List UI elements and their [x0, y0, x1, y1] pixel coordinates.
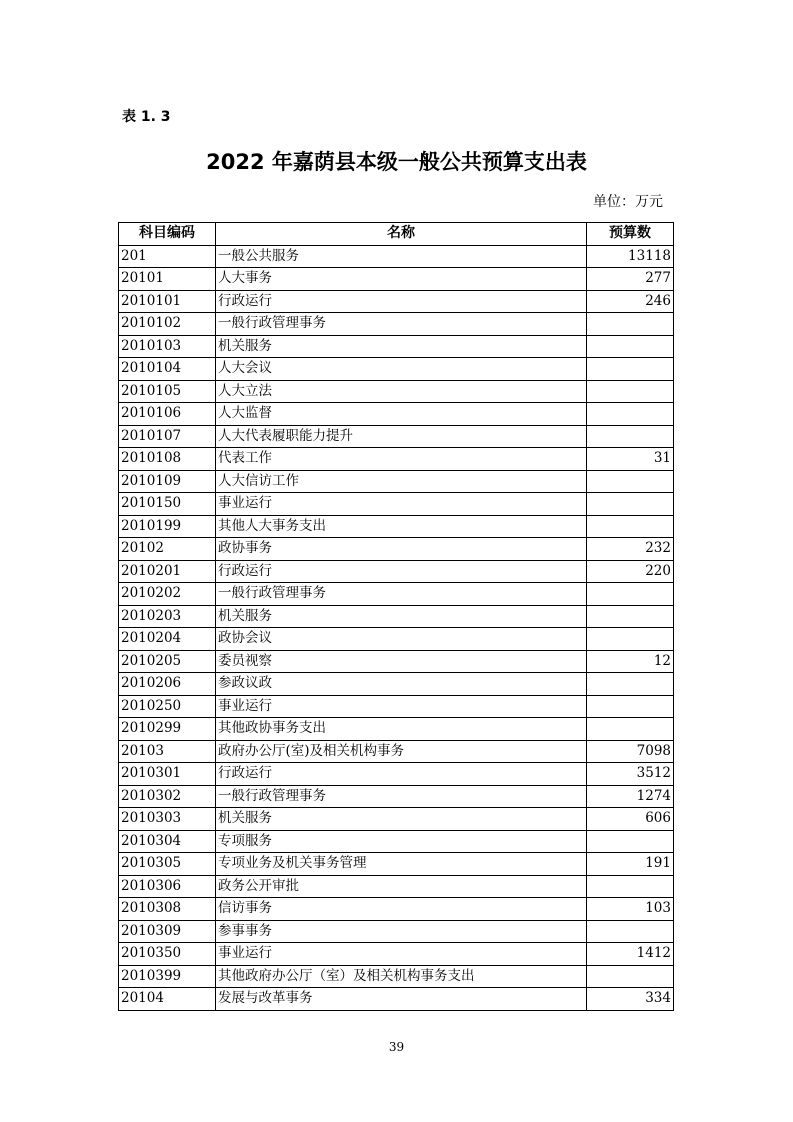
unit-label: 单位：万元: [593, 194, 663, 210]
code-cell: 2010206: [119, 673, 216, 696]
table-row: [119, 605, 674, 628]
table-row: [119, 493, 674, 516]
name-cell: 代表工作: [216, 448, 587, 471]
code-cell: 2010107: [119, 425, 216, 448]
name-cell: 机关服务: [216, 335, 587, 358]
table-row: [119, 943, 674, 966]
name-cell: 信访事务: [216, 898, 587, 921]
table-row: [119, 515, 674, 538]
code-cell: 2010350: [119, 943, 216, 966]
amount-cell: 31: [587, 448, 674, 471]
table-row: [119, 808, 674, 831]
header-name: 名称: [216, 223, 587, 246]
table-row: [119, 785, 674, 808]
code-cell: 2010302: [119, 785, 216, 808]
name-cell: 机关服务: [216, 808, 587, 831]
name-cell: 发展与改革事务: [216, 988, 587, 1011]
table-row: [119, 920, 674, 943]
amount-cell: [587, 875, 674, 898]
name-cell: 行政运行: [216, 290, 587, 313]
table-row: [119, 470, 674, 493]
code-cell: 2010101: [119, 290, 216, 313]
table-row: [119, 448, 674, 471]
name-cell: 事业运行: [216, 943, 587, 966]
amount-cell: [587, 583, 674, 606]
amount-cell: 232: [587, 538, 674, 561]
amount-cell: 277: [587, 268, 674, 291]
table-row: [119, 538, 674, 561]
amount-cell: 12: [587, 650, 674, 673]
amount-cell: [587, 380, 674, 403]
code-cell: 20104: [119, 988, 216, 1011]
amount-cell: [587, 470, 674, 493]
table-body: [119, 245, 674, 1010]
amount-cell: [587, 515, 674, 538]
table-label: 表 1. 3: [122, 109, 171, 125]
code-cell: 20102: [119, 538, 216, 561]
code-cell: 2010199: [119, 515, 216, 538]
table-row: [119, 830, 674, 853]
amount-cell: 13118: [587, 245, 674, 268]
amount-cell: 3512: [587, 763, 674, 786]
code-cell: 2010150: [119, 493, 216, 516]
amount-cell: [587, 425, 674, 448]
name-cell: 行政运行: [216, 763, 587, 786]
table-row: [119, 875, 674, 898]
code-cell: 2010305: [119, 853, 216, 876]
code-cell: 2010204: [119, 628, 216, 651]
name-cell: 政务公开审批: [216, 875, 587, 898]
header-code: 科目编码: [119, 223, 216, 246]
code-cell: 2010250: [119, 695, 216, 718]
table-row: [119, 853, 674, 876]
amount-cell: [587, 335, 674, 358]
code-cell: 2010309: [119, 920, 216, 943]
amount-cell: [587, 965, 674, 988]
amount-cell: [587, 920, 674, 943]
amount-cell: 1412: [587, 943, 674, 966]
name-cell: 人大事务: [216, 268, 587, 291]
code-cell: 2010201: [119, 560, 216, 583]
name-cell: 其他人大事务支出: [216, 515, 587, 538]
code-cell: 2010203: [119, 605, 216, 628]
code-cell: 2010102: [119, 313, 216, 336]
name-cell: 专项服务: [216, 830, 587, 853]
name-cell: 事业运行: [216, 493, 587, 516]
table-row: [119, 718, 674, 741]
amount-cell: [587, 673, 674, 696]
code-cell: 2010308: [119, 898, 216, 921]
table-row: [119, 245, 674, 268]
code-cell: 2010103: [119, 335, 216, 358]
table-row: [119, 988, 674, 1011]
table-row: [119, 380, 674, 403]
budget-table: [118, 222, 674, 1011]
amount-cell: 246: [587, 290, 674, 313]
name-cell: 参政议政: [216, 673, 587, 696]
amount-cell: [587, 493, 674, 516]
name-cell: 人大立法: [216, 380, 587, 403]
table-row: [119, 403, 674, 426]
table-row: [119, 335, 674, 358]
name-cell: 一般行政管理事务: [216, 313, 587, 336]
name-cell: 政协事务: [216, 538, 587, 561]
amount-cell: 191: [587, 853, 674, 876]
amount-cell: [587, 358, 674, 381]
amount-cell: [587, 695, 674, 718]
table-row: [119, 740, 674, 763]
name-cell: 政府办公厅(室)及相关机构事务: [216, 740, 587, 763]
page-number: 39: [388, 1040, 405, 1054]
code-cell: 2010306: [119, 875, 216, 898]
amount-cell: [587, 628, 674, 651]
name-cell: 人大代表履职能力提升: [216, 425, 587, 448]
code-cell: 2010205: [119, 650, 216, 673]
name-cell: 事业运行: [216, 695, 587, 718]
code-cell: 2010299: [119, 718, 216, 741]
code-cell: 2010106: [119, 403, 216, 426]
amount-cell: 220: [587, 560, 674, 583]
code-cell: 2010303: [119, 808, 216, 831]
name-cell: 一般行政管理事务: [216, 785, 587, 808]
name-cell: 其他政府办公厅（室）及相关机构事务支出: [216, 965, 587, 988]
amount-cell: [587, 830, 674, 853]
name-cell: 专项业务及机关事务管理: [216, 853, 587, 876]
code-cell: 2010304: [119, 830, 216, 853]
header-amount: 预算数: [587, 223, 674, 246]
amount-cell: 103: [587, 898, 674, 921]
name-cell: 人大监督: [216, 403, 587, 426]
table-row: [119, 965, 674, 988]
table-row: [119, 358, 674, 381]
table-row: [119, 628, 674, 651]
code-cell: 201: [119, 245, 216, 268]
table-row: [119, 313, 674, 336]
amount-cell: 1274: [587, 785, 674, 808]
name-cell: 行政运行: [216, 560, 587, 583]
amount-cell: 606: [587, 808, 674, 831]
table-row: [119, 290, 674, 313]
page-title: 2022 年嘉荫县本级一般公共预算支出表: [206, 150, 587, 174]
name-cell: 政协会议: [216, 628, 587, 651]
code-cell: 2010202: [119, 583, 216, 606]
code-cell: 2010105: [119, 380, 216, 403]
table-row: [119, 560, 674, 583]
name-cell: 一般行政管理事务: [216, 583, 587, 606]
name-cell: 人大会议: [216, 358, 587, 381]
table-row: [119, 268, 674, 291]
amount-cell: [587, 403, 674, 426]
name-cell: 委员视察: [216, 650, 587, 673]
code-cell: 2010399: [119, 965, 216, 988]
code-cell: 2010109: [119, 470, 216, 493]
code-cell: 2010104: [119, 358, 216, 381]
table-row: [119, 425, 674, 448]
name-cell: 机关服务: [216, 605, 587, 628]
code-cell: 2010301: [119, 763, 216, 786]
code-cell: 2010108: [119, 448, 216, 471]
amount-cell: 7098: [587, 740, 674, 763]
amount-cell: 334: [587, 988, 674, 1011]
name-cell: 一般公共服务: [216, 245, 587, 268]
code-cell: 20101: [119, 268, 216, 291]
table-header-row: [119, 223, 674, 246]
code-cell: 20103: [119, 740, 216, 763]
table-row: [119, 673, 674, 696]
amount-cell: [587, 313, 674, 336]
table-row: [119, 763, 674, 786]
table-row: [119, 583, 674, 606]
table-row: [119, 650, 674, 673]
amount-cell: [587, 605, 674, 628]
table-row: [119, 898, 674, 921]
name-cell: 其他政协事务支出: [216, 718, 587, 741]
name-cell: 人大信访工作: [216, 470, 587, 493]
name-cell: 参事事务: [216, 920, 587, 943]
amount-cell: [587, 718, 674, 741]
table-row: [119, 695, 674, 718]
